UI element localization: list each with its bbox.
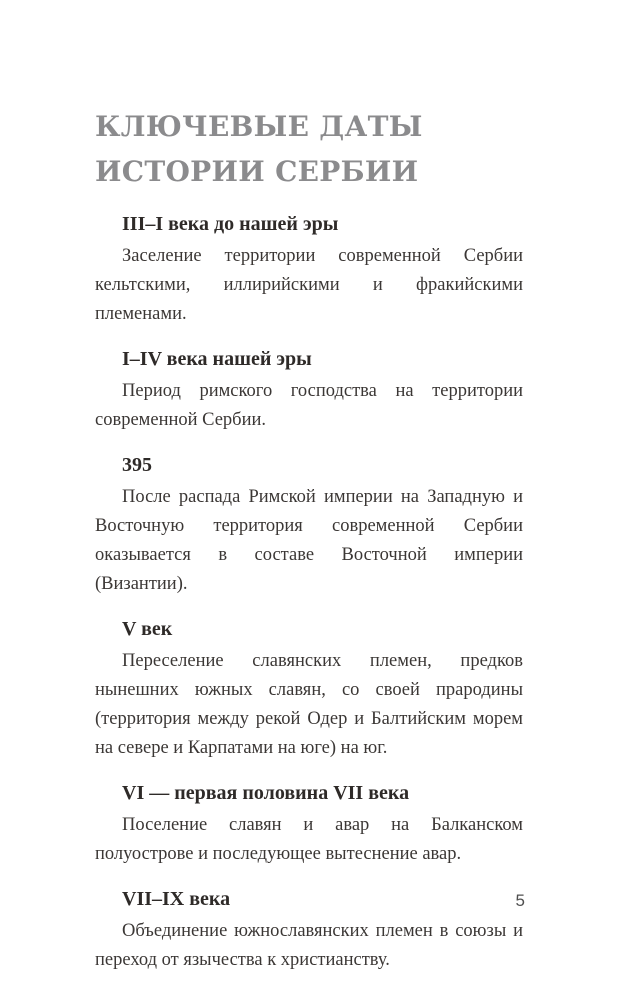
timeline-entry <box>95 886 523 975</box>
page-title-line-2: ИСТОРИИ СЕРБИИ <box>95 155 419 188</box>
page-number: 5 <box>515 891 525 910</box>
entry-date-heading: I–IV века нашей эры <box>122 348 312 370</box>
entry-date-heading: VII–IX века <box>122 888 231 910</box>
page-content <box>95 104 523 992</box>
entry-text: Поселение славян и авар на Балканском полуострове и последующее вытеснение авар. <box>95 815 523 864</box>
entry-date-heading: V век <box>122 618 173 640</box>
timeline-entry <box>95 616 523 763</box>
entry-date-heading: III–I века до нашей эры <box>122 213 339 235</box>
timeline-entry <box>95 346 523 435</box>
entry-text: Заселение территории современной Сербии кельтскими, иллирийскими и фракийскими племенами. <box>95 246 523 324</box>
entry-text: Период римского господства на территории современной Сербии. <box>95 381 523 430</box>
entry-text: После распада Римской империи на Западную и Восточную территория современной Сербии оказывается в составе Восточной империи (Византии). <box>95 487 523 594</box>
entry-text: Переселение славянских племен, предков нынешних южных славян, со своей прародины (территория между рекой Одер и Балтийским морем на севере и Карпатами на юге) на юг. <box>95 651 523 758</box>
entry-date-heading: 395 <box>122 454 152 476</box>
entry-date-heading: VI — первая половина VII века <box>122 782 410 804</box>
timeline-entry <box>95 452 523 599</box>
timeline-entry <box>95 211 523 329</box>
timeline-entry <box>95 780 523 869</box>
page-title-line-1: КЛЮЧЕВЫЕ ДАТЫ <box>95 110 423 143</box>
entry-text: Объединение южнославянских племен в союзы и переход от язычества к христианству. <box>95 921 523 970</box>
page-title <box>95 104 523 194</box>
